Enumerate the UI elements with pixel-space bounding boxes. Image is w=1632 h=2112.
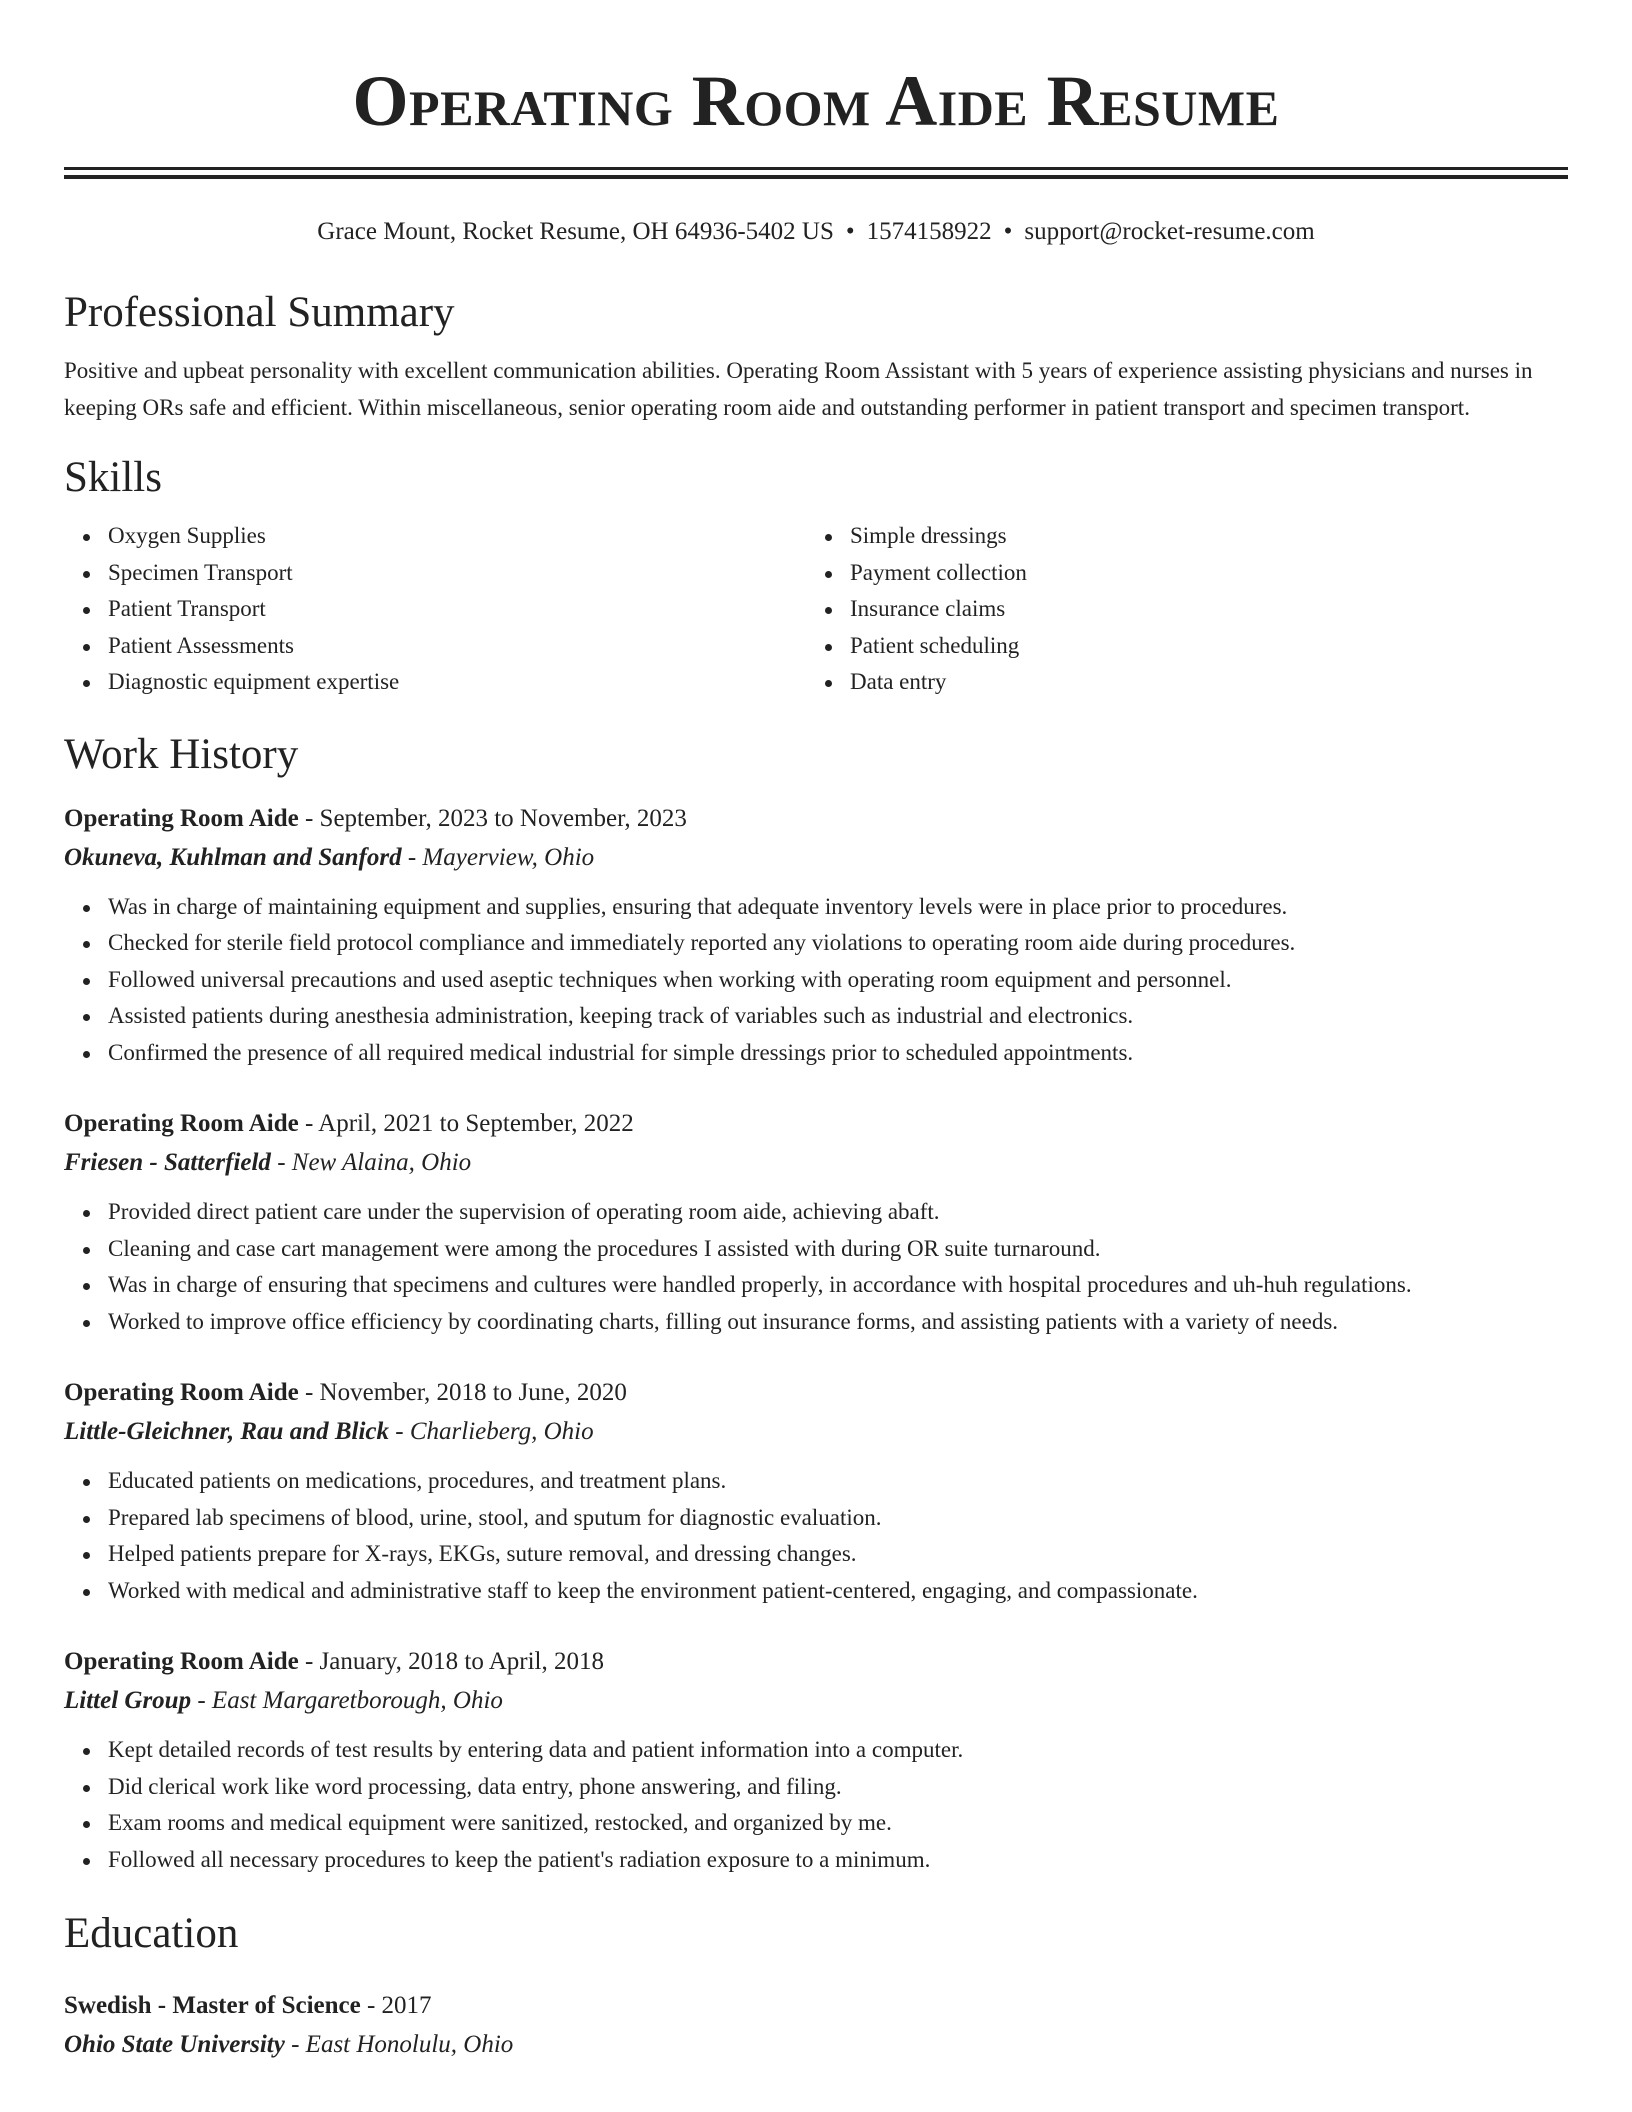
list-item: Confirmed the presence of all required medical industrial for simple dressings prior to scheduled appointments. [108,1035,1568,1072]
list-item: Exam rooms and medical equipment were sanitized, restocked, and organized by me. [108,1805,1568,1842]
list-item: Was in charge of ensuring that specimens and cultures were handled properly, in accordance with hospital procedures and uh-huh regulations. [108,1267,1568,1304]
summary-heading: Professional Summary [64,289,455,336]
education-degree: Swedish - Master of Science [64,1992,361,2019]
job-role: Operating Room Aide [64,1110,299,1137]
skill-item: Patient Assessments [108,628,806,665]
job-bullets [64,1463,1568,1609]
list-item: Worked with medical and administrative staff to keep the environment patient-centered, engaging, and compassionate. [108,1573,1568,1610]
job-company-line [64,1681,1568,1720]
list-item: Followed all necessary procedures to keep the patient's radiation exposure to a minimum. [108,1842,1568,1879]
list-item: Cleaning and case cart management were among the procedures I assisted with during OR suite turnaround. [108,1231,1568,1268]
skill-item: Insurance claims [850,591,1548,628]
job-location: - East Margaretborough, Ohio [191,1687,503,1714]
skill-item: Diagnostic equipment expertise [108,664,806,701]
job-company: Littel Group [64,1687,192,1714]
contact-separator: • [1003,218,1013,245]
list-item: Assisted patients during anesthesia administration, keeping track of variables such as industrial and electronics. [108,998,1568,1035]
job-company: Friesen - Satterfield [64,1149,271,1176]
title-divider [64,167,1568,179]
job-company-line [64,838,1568,877]
job-location: - Mayerview, Ohio [401,843,595,871]
skill-item: Payment collection [850,555,1548,592]
job-title-line [64,1373,1568,1412]
skill-item: Specimen Transport [108,555,806,592]
skill-item: Data entry [850,664,1548,701]
page-title: Operating Room Aide Resume [352,61,1280,141]
skills-column-left [64,518,806,701]
job-role: Operating Room Aide [64,1379,299,1406]
education-location: - East Honolulu, Ohio [284,2031,514,2058]
job-entry [64,1373,1568,1609]
job-entry [64,1642,1568,1878]
job-location: - Charlieberg, Ohio [389,1418,594,1445]
skills-heading: Skills [64,454,162,501]
education-school-line [64,2025,1568,2064]
list-item: Checked for sterile field protocol compliance and immediately reported any violations to operating room aide during procedures. [108,925,1568,962]
education-school: Ohio State University [64,2031,285,2058]
contact-email: support@rocket-resume.com [1024,218,1315,245]
job-location: - New Alaina, Ohio [270,1149,472,1176]
job-company: Okuneva, Kuhlman and Sanford [64,843,402,871]
list-item: Helped patients prepare for X-rays, EKGs, suture removal, and dressing changes. [108,1536,1568,1573]
job-dates: - November, 2018 to June, 2020 [298,1379,627,1406]
skill-item: Patient Transport [108,591,806,628]
education-heading: Education [64,1910,239,1957]
job-bullets [64,1194,1568,1340]
list-item: Kept detailed records of test results by entering data and patient information into a computer. [108,1732,1568,1769]
job-bullets [64,889,1568,1072]
work-history-heading: Work History [64,730,299,778]
list-item: Worked to improve office efficiency by coordinating charts, filling out insurance forms, and assisting patients with a variety of needs. [108,1304,1568,1341]
skill-item: Patient scheduling [850,628,1548,665]
job-dates: - April, 2021 to September, 2022 [298,1110,634,1137]
job-company-line [64,1412,1568,1451]
work-history-section [64,727,1568,1879]
skill-item: Oxygen Supplies [108,518,806,555]
skill-item: Simple dressings [850,518,1548,555]
job-bullets [64,1732,1568,1878]
list-item: Followed universal precautions and used aseptic techniques when working with operating room equipment and personnel. [108,962,1568,999]
job-role: Operating Room Aide [64,1648,299,1675]
list-item: Educated patients on medications, procedures, and treatment plans. [108,1463,1568,1500]
summary-text: Positive and upbeat personality with excellent communication abilities. Operating Room Assistant with 5 years of experience assisting physicians and nurses in keeping ORs safe and efficient. Within miscellaneous, senior operating room aide and outstanding performer in patient transport and specimen transport. [64,358,1533,420]
job-company-line [64,1143,1568,1182]
contact-address: Grace Mount, Rocket Resume, OH 64936-5402 US [317,218,834,245]
job-title-line [64,1104,1568,1143]
job-role: Operating Room Aide [64,804,299,832]
contact-line [64,215,1568,249]
job-dates: - January, 2018 to April, 2018 [298,1648,605,1675]
list-item: Did clerical work like word processing, data entry, phone answering, and filing. [108,1769,1568,1806]
education-year: - 2017 [360,1992,432,2019]
job-company: Little-Gleichner, Rau and Blick [64,1418,390,1445]
skills-grid [64,518,1568,701]
summary-section [64,285,1568,426]
job-title-line [64,799,1568,838]
list-item: Provided direct patient care under the supervision of operating room aide, achieving abaft. [108,1194,1568,1231]
job-title-line [64,1642,1568,1681]
skills-column-right [806,518,1548,701]
job-entry [64,1104,1568,1340]
job-dates: - September, 2023 to November, 2023 [298,804,687,832]
education-section [64,1906,1568,2064]
list-item: Prepared lab specimens of blood, urine, stool, and sputum for diagnostic evaluation. [108,1500,1568,1537]
education-degree-line [64,1986,1568,2025]
skills-section [64,450,1568,701]
contact-phone: 1574158922 [866,218,992,245]
contact-separator: • [845,218,855,245]
list-item: Was in charge of maintaining equipment and supplies, ensuring that adequate inventory levels were in place prior to procedures. [108,889,1568,926]
job-entry [64,799,1568,1072]
